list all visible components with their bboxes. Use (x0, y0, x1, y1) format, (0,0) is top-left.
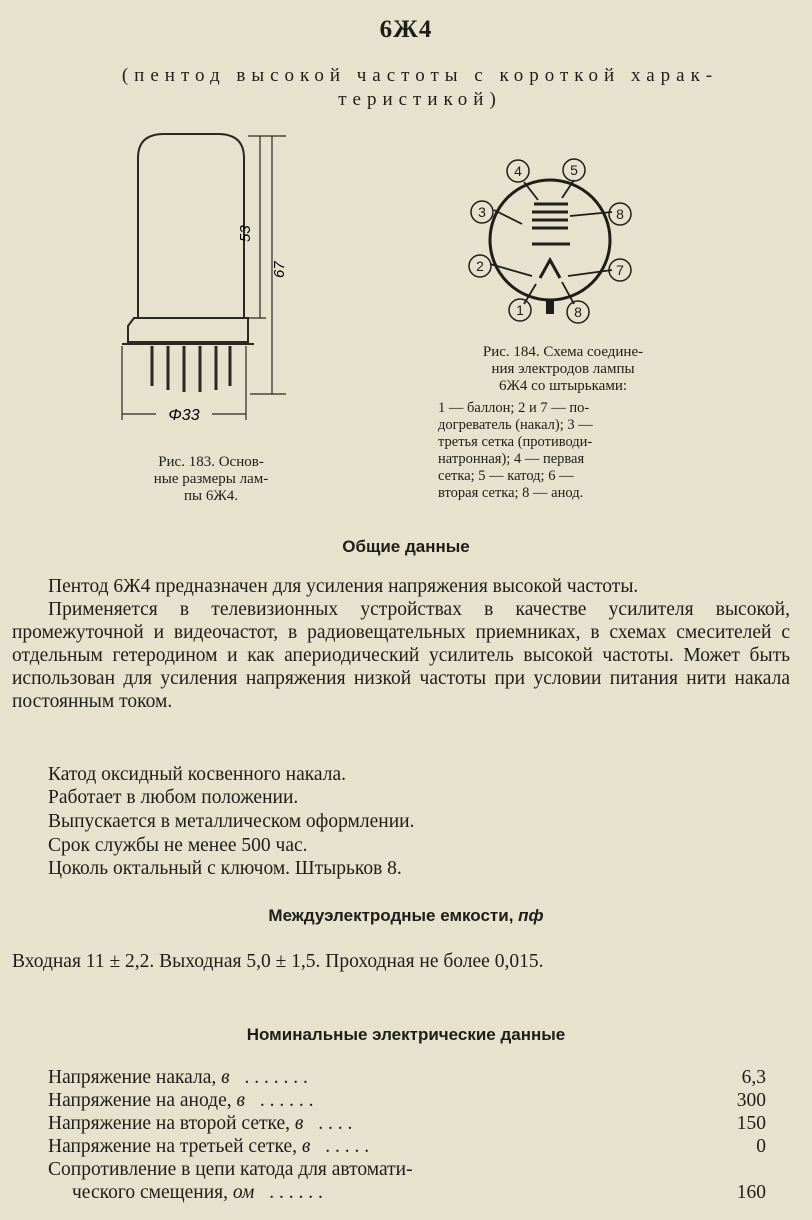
spec-line-base: Цоколь октальный с ключом. Штырьков 8. (48, 858, 402, 879)
dimension-lines (122, 136, 286, 420)
pin-connection-diagram (452, 152, 652, 332)
pin-label-3: 3 (478, 204, 486, 220)
value-grid2-voltage: 150 (736, 1113, 766, 1134)
tube-base (128, 318, 248, 342)
pin-label-4: 4 (514, 163, 522, 179)
electrical-row: Напряжение на аноде, в . . . . . . 300 (48, 1090, 766, 1111)
section-heading-electrical: Номинальные электрические данные (246, 1025, 566, 1044)
value-cathode-resistor: 160 (736, 1182, 766, 1203)
page-title: 6Ж4 (379, 16, 433, 43)
value-anode-voltage: 300 (736, 1090, 766, 1111)
pin-label-5: 5 (570, 162, 578, 178)
pin-label-8-top: 8 (616, 206, 624, 222)
figure-184-legend: 1 — баллон; 2 и 7 — по- догреватель (накал); 3 — третья сетка (противоди- натронная); 4 — первая сетка; 5 — катод; 6 — вторая сетка; 8 — анод. (438, 400, 593, 501)
electrical-row: Напряжение на второй сетке, в . . . . 150 (48, 1113, 766, 1134)
dim-label-67: 67 (271, 261, 288, 278)
pin-label-8-bottom: 8 (574, 304, 582, 320)
paragraph-application: Применяется в телевизионных устройствах в качестве усилителя высокой, промежуточной и видеочастот, в радиовещательных приемниках, в схемах смесителей с отдельным гетеродином и как апериодический усилитель высокой частоты. Может быть использован для усиления напряжения низкой частоты при условии питания нити накала постоянным током. (12, 599, 790, 712)
figure-183-caption: Рис. 183. Основ- ные размеры лам- пы 6Ж4. (153, 454, 269, 504)
figure-184-caption: Рис. 184. Схема соедине- ния электродов лампы 6Ж4 со штырьками: (482, 344, 644, 394)
electrical-row: ческого смещения, ом . . . . . . 160 (72, 1182, 766, 1203)
subtitle (40, 64, 800, 112)
spec-line-lifetime: Срок службы не менее 500 час. (48, 835, 308, 856)
tube-envelope-circle (490, 180, 610, 300)
value-grid3-voltage: 0 (756, 1136, 766, 1157)
spec-line-housing: Выпускается в металлическом оформлении. (48, 811, 415, 832)
dim-label-53: 53 (237, 225, 254, 242)
tube-dimension-drawing (100, 118, 310, 430)
dim-label-diameter: Φ33 (168, 407, 200, 424)
key-pin (546, 300, 554, 314)
pin-label-1: 1 (516, 302, 524, 318)
section-heading-general: Общие данные (342, 537, 470, 556)
paragraph-purpose: Пентод 6Ж4 предназначен для усиления напряжения высокой частоты. (48, 576, 639, 597)
electrical-row: Напряжение на третьей сетке, в . . . . . 0 (48, 1136, 766, 1157)
tube-bulb-outline (138, 134, 244, 318)
subtitle-line-1: (пентод высокой частоты с короткой харак- (121, 65, 719, 86)
spec-line-cathode: Катод оксидный косвенного накала. (48, 764, 346, 785)
general-description (12, 575, 790, 713)
capacitance-values: Входная 11 ± 2,2. Выходная 5,0 ± 1,5. Проходная не более 0,015. (12, 951, 544, 972)
subtitle-line-2: теристикой) (338, 89, 502, 110)
spec-line-position: Работает в любом положении. (48, 787, 299, 808)
value-heater-voltage: 6,3 (741, 1067, 766, 1088)
tube-pins (152, 346, 230, 392)
pin-label-2: 2 (476, 258, 484, 274)
section-heading-capacitance: Междуэлектродные емкости, пф (268, 906, 544, 925)
electrodes (532, 204, 570, 278)
pin-label-7: 7 (616, 262, 624, 278)
electrical-row-cathode-resistor-label: Сопротивление в цепи катода для автомати- (48, 1159, 413, 1180)
capacitance-unit: пф (518, 906, 544, 925)
electrical-row: Напряжение накала, в . . . . . . . 6,3 (48, 1067, 766, 1088)
